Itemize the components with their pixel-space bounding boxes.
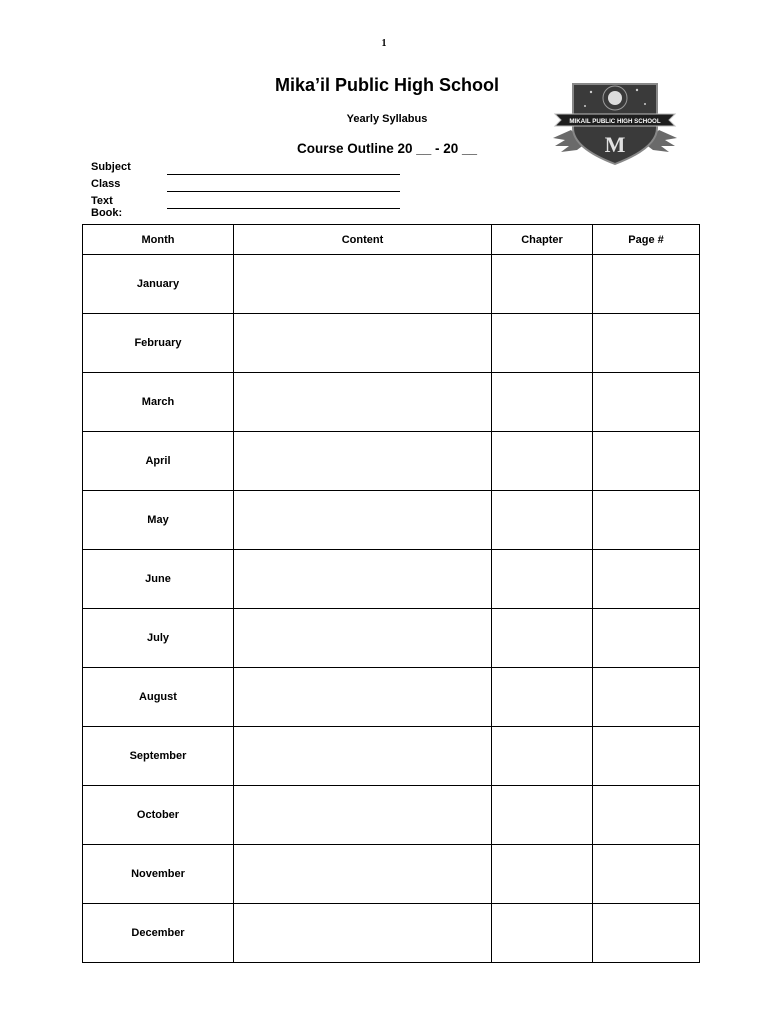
table-row <box>83 845 700 904</box>
chapter-cell[interactable] <box>492 550 593 609</box>
table-header-row <box>83 225 700 255</box>
table-row <box>83 373 700 432</box>
table-row <box>83 255 700 314</box>
month-cell: January <box>83 255 234 314</box>
school-logo <box>551 78 679 168</box>
table-row <box>83 314 700 373</box>
table-row <box>83 432 700 491</box>
page-cell[interactable] <box>593 786 700 845</box>
content-cell[interactable] <box>234 609 492 668</box>
class-blank-line[interactable] <box>167 191 400 192</box>
chapter-cell[interactable] <box>492 786 593 845</box>
content-cell[interactable] <box>234 550 492 609</box>
content-cell[interactable] <box>234 491 492 550</box>
column-header-content: Content <box>234 225 492 255</box>
page-cell[interactable] <box>593 432 700 491</box>
chapter-cell[interactable] <box>492 432 593 491</box>
chapter-cell[interactable] <box>492 845 593 904</box>
course-outline-heading: Course Outline 20 __ - 20 __ <box>296 141 478 156</box>
page-cell[interactable] <box>593 609 700 668</box>
page-number: 1 <box>381 38 387 49</box>
table-row <box>83 668 700 727</box>
month-cell: October <box>83 786 234 845</box>
syllabus-table <box>82 224 700 963</box>
text-book-label: Text Book: <box>91 195 123 219</box>
chapter-cell[interactable] <box>492 255 593 314</box>
table-row <box>83 550 700 609</box>
chapter-cell[interactable] <box>492 668 593 727</box>
page-cell[interactable] <box>593 668 700 727</box>
content-cell[interactable] <box>234 904 492 963</box>
month-cell: March <box>83 373 234 432</box>
content-cell[interactable] <box>234 668 492 727</box>
content-cell[interactable] <box>234 727 492 786</box>
document-subtitle: Yearly Syllabus <box>346 113 428 125</box>
table-row <box>83 727 700 786</box>
month-cell: November <box>83 845 234 904</box>
subject-blank-line[interactable] <box>167 174 400 175</box>
content-cell[interactable] <box>234 786 492 845</box>
chapter-cell[interactable] <box>492 727 593 786</box>
table-row <box>83 609 700 668</box>
chapter-cell[interactable] <box>492 373 593 432</box>
content-cell[interactable] <box>234 255 492 314</box>
chapter-cell[interactable] <box>492 609 593 668</box>
chapter-cell[interactable] <box>492 491 593 550</box>
column-header-chapter: Chapter <box>492 225 593 255</box>
month-cell: April <box>83 432 234 491</box>
page-cell[interactable] <box>593 727 700 786</box>
table-row <box>83 904 700 963</box>
content-cell[interactable] <box>234 845 492 904</box>
column-header-page: Page # <box>593 225 700 255</box>
logo-letter: M <box>604 132 626 157</box>
month-cell: June <box>83 550 234 609</box>
chapter-cell[interactable] <box>492 314 593 373</box>
month-cell: February <box>83 314 234 373</box>
month-cell: May <box>83 491 234 550</box>
column-header-month: Month <box>83 225 234 255</box>
month-cell: July <box>83 609 234 668</box>
class-label: Class <box>91 178 121 190</box>
month-cell: August <box>83 668 234 727</box>
page-cell[interactable] <box>593 550 700 609</box>
school-title: Mika’il Public High School <box>274 75 500 95</box>
page-cell[interactable] <box>593 255 700 314</box>
logo-banner-text: MIKAIL PUBLIC HIGH SCHOOL <box>569 118 661 125</box>
table-row <box>83 786 700 845</box>
page-cell[interactable] <box>593 491 700 550</box>
subject-label: Subject <box>91 161 131 173</box>
page-cell[interactable] <box>593 904 700 963</box>
month-cell: September <box>83 727 234 786</box>
page-cell[interactable] <box>593 314 700 373</box>
chapter-cell[interactable] <box>492 904 593 963</box>
text-book-blank-line[interactable] <box>167 208 400 209</box>
content-cell[interactable] <box>234 314 492 373</box>
month-cell: December <box>83 904 234 963</box>
content-cell[interactable] <box>234 432 492 491</box>
table-row <box>83 491 700 550</box>
page-cell[interactable] <box>593 845 700 904</box>
content-cell[interactable] <box>234 373 492 432</box>
page-cell[interactable] <box>593 373 700 432</box>
